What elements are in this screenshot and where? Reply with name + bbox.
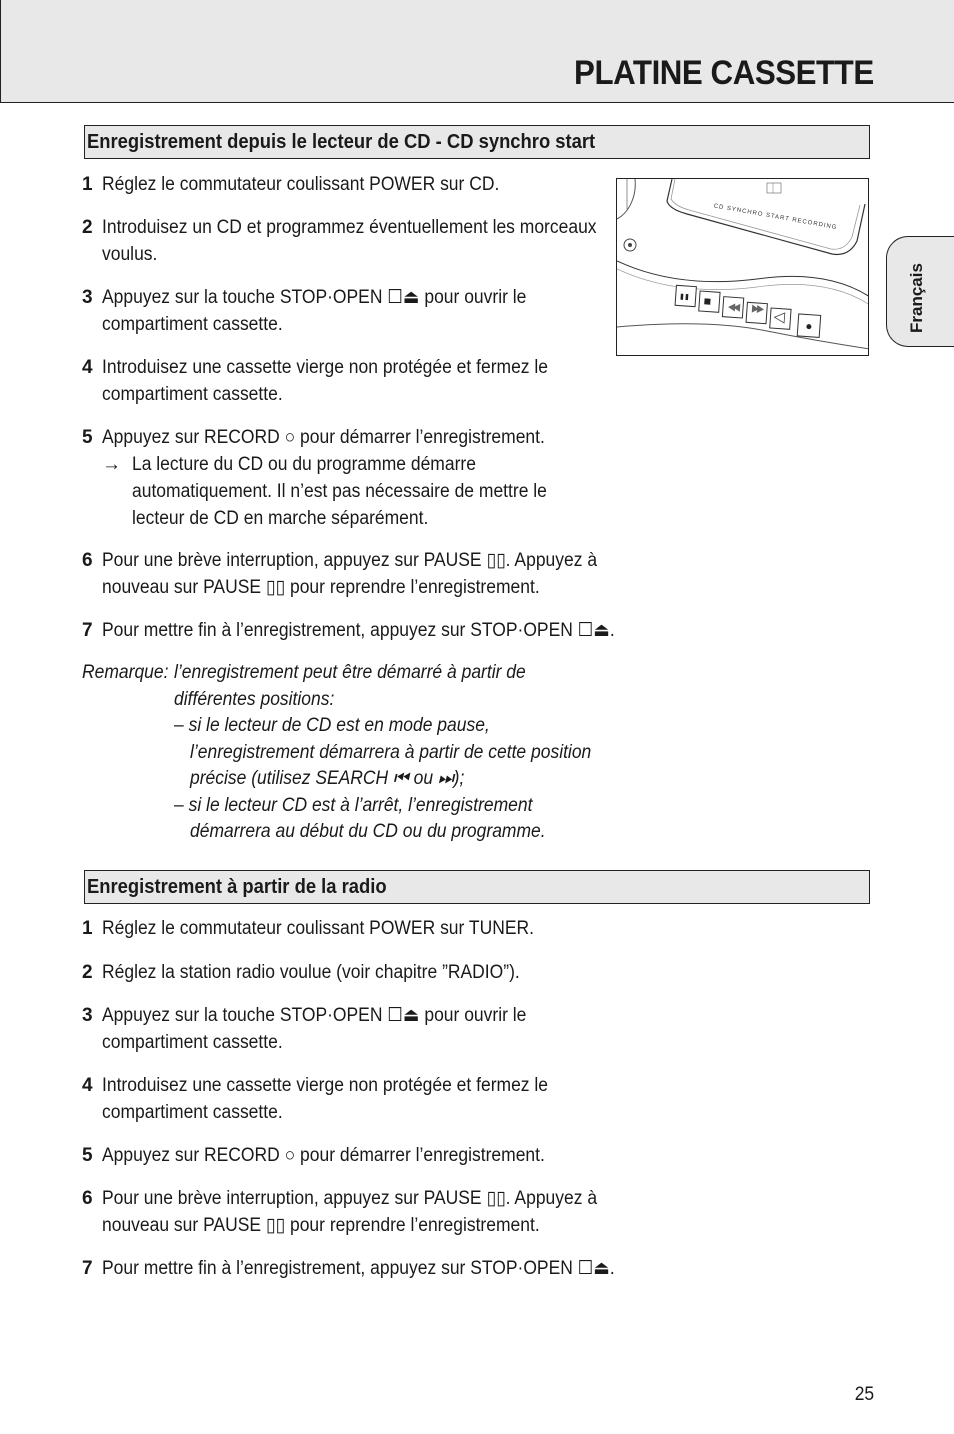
- device-caption: CD SYNCHRO START RECORDING: [713, 203, 838, 232]
- step-number: 5: [82, 1145, 93, 1166]
- step-line: Pour une brève interruption, appuyez sur PAUSE ▯▯. Appuyez à: [102, 550, 598, 571]
- remark-line: différentes positions:: [174, 688, 335, 710]
- step-number: 6: [82, 550, 93, 571]
- remark-line: – si le lecteur de CD est en mode pause,: [174, 715, 490, 736]
- step-line: Appuyez sur RECORD ○ pour démarrer l’enregistrement.: [102, 1145, 545, 1166]
- step-line: compartiment cassette.: [102, 384, 283, 405]
- step-line: Pour une brève interruption, appuyez sur PAUSE ▯▯. Appuyez à: [102, 1188, 598, 1209]
- step-line: nouveau sur PAUSE ▯▯ pour reprendre l’enregistrement.: [102, 1215, 540, 1236]
- page-title: PLATINE CASSETTE: [574, 54, 874, 92]
- step-line: Réglez la station radio voulue (voir chapitre ”RADIO”).: [102, 962, 520, 983]
- step-line: Appuyez sur la touche STOP·OPEN ☐⏏ pour ouvrir le: [102, 1005, 527, 1026]
- step-number: 2: [82, 217, 93, 238]
- cassette-deck-drawing: [617, 179, 869, 356]
- step-line: compartiment cassette.: [102, 314, 283, 335]
- step-line: Introduisez une cassette vierge non protégée et fermez le: [102, 357, 549, 378]
- step-line: Réglez le commutateur coulissant POWER sur TUNER.: [102, 918, 534, 939]
- step-line: nouveau sur PAUSE ▯▯ pour reprendre l’enregistrement.: [102, 577, 540, 598]
- step-line: voulus.: [102, 244, 158, 265]
- step-line: Réglez le commutateur coulissant POWER sur CD.: [102, 174, 500, 195]
- result-line: automatiquement. Il n’est pas nécessaire de mettre le: [132, 481, 547, 502]
- step-line: Appuyez sur la touche STOP·OPEN ☐⏏ pour ouvrir le: [102, 287, 527, 308]
- remark-line: démarrera au début du CD ou du programme.: [190, 821, 546, 842]
- step-line: Pour mettre fin à l’enregistrement, appuyez sur STOP·OPEN ☐⏏.: [102, 620, 615, 641]
- language-tab: [886, 236, 954, 347]
- step-line: Pour mettre fin à l’enregistrement, appuyez sur STOP·OPEN ☐⏏.: [102, 1258, 615, 1279]
- step-number: 4: [82, 1075, 93, 1096]
- remark-line: l’enregistrement peut être démarré à partir de: [174, 662, 526, 683]
- step-number: 1: [82, 174, 93, 195]
- step-number: 7: [82, 1258, 93, 1279]
- step-line: compartiment cassette.: [102, 1102, 283, 1123]
- section-title-radio: Enregistrement à partir de la radio: [87, 876, 387, 898]
- section-heading-cd: [84, 125, 870, 159]
- step-line: Introduisez un CD et programmez éventuellement les morceaux: [102, 217, 597, 238]
- step-line: Introduisez une cassette vierge non protégée et fermez le: [102, 1075, 549, 1096]
- page-number: 25: [854, 1384, 874, 1405]
- remark-line: – si le lecteur CD est à l’arrêt, l’enregistrement: [174, 794, 533, 816]
- result-line: La lecture du CD ou du programme démarre: [132, 454, 476, 475]
- language-label: Français: [907, 263, 926, 333]
- step-number: 4: [82, 357, 93, 378]
- section-title-cd: Enregistrement depuis le lecteur de CD - CD synchro start: [87, 131, 596, 153]
- remark-line: précise (utilisez SEARCH ⏮ ou ⏭);: [190, 768, 465, 789]
- step-number: 5: [82, 427, 93, 448]
- step-line: Appuyez sur RECORD ○ pour démarrer l’enregistrement.: [102, 427, 545, 448]
- step-number: 3: [82, 287, 93, 308]
- device-illustration: [616, 178, 869, 356]
- step-number: 1: [82, 918, 93, 939]
- step-number: 7: [82, 620, 93, 641]
- step-number: 2: [82, 962, 93, 983]
- remark-line: l’enregistrement démarrera à partir de cette position: [190, 741, 592, 763]
- step-number: 3: [82, 1005, 93, 1026]
- step-number: 6: [82, 1188, 93, 1209]
- section-heading-radio: [84, 870, 870, 904]
- remark-label: Remarque:: [82, 662, 169, 683]
- step-line: compartiment cassette.: [102, 1032, 283, 1053]
- result-arrow-icon: →: [102, 454, 121, 475]
- result-line: lecteur de CD en marche séparément.: [132, 508, 429, 529]
